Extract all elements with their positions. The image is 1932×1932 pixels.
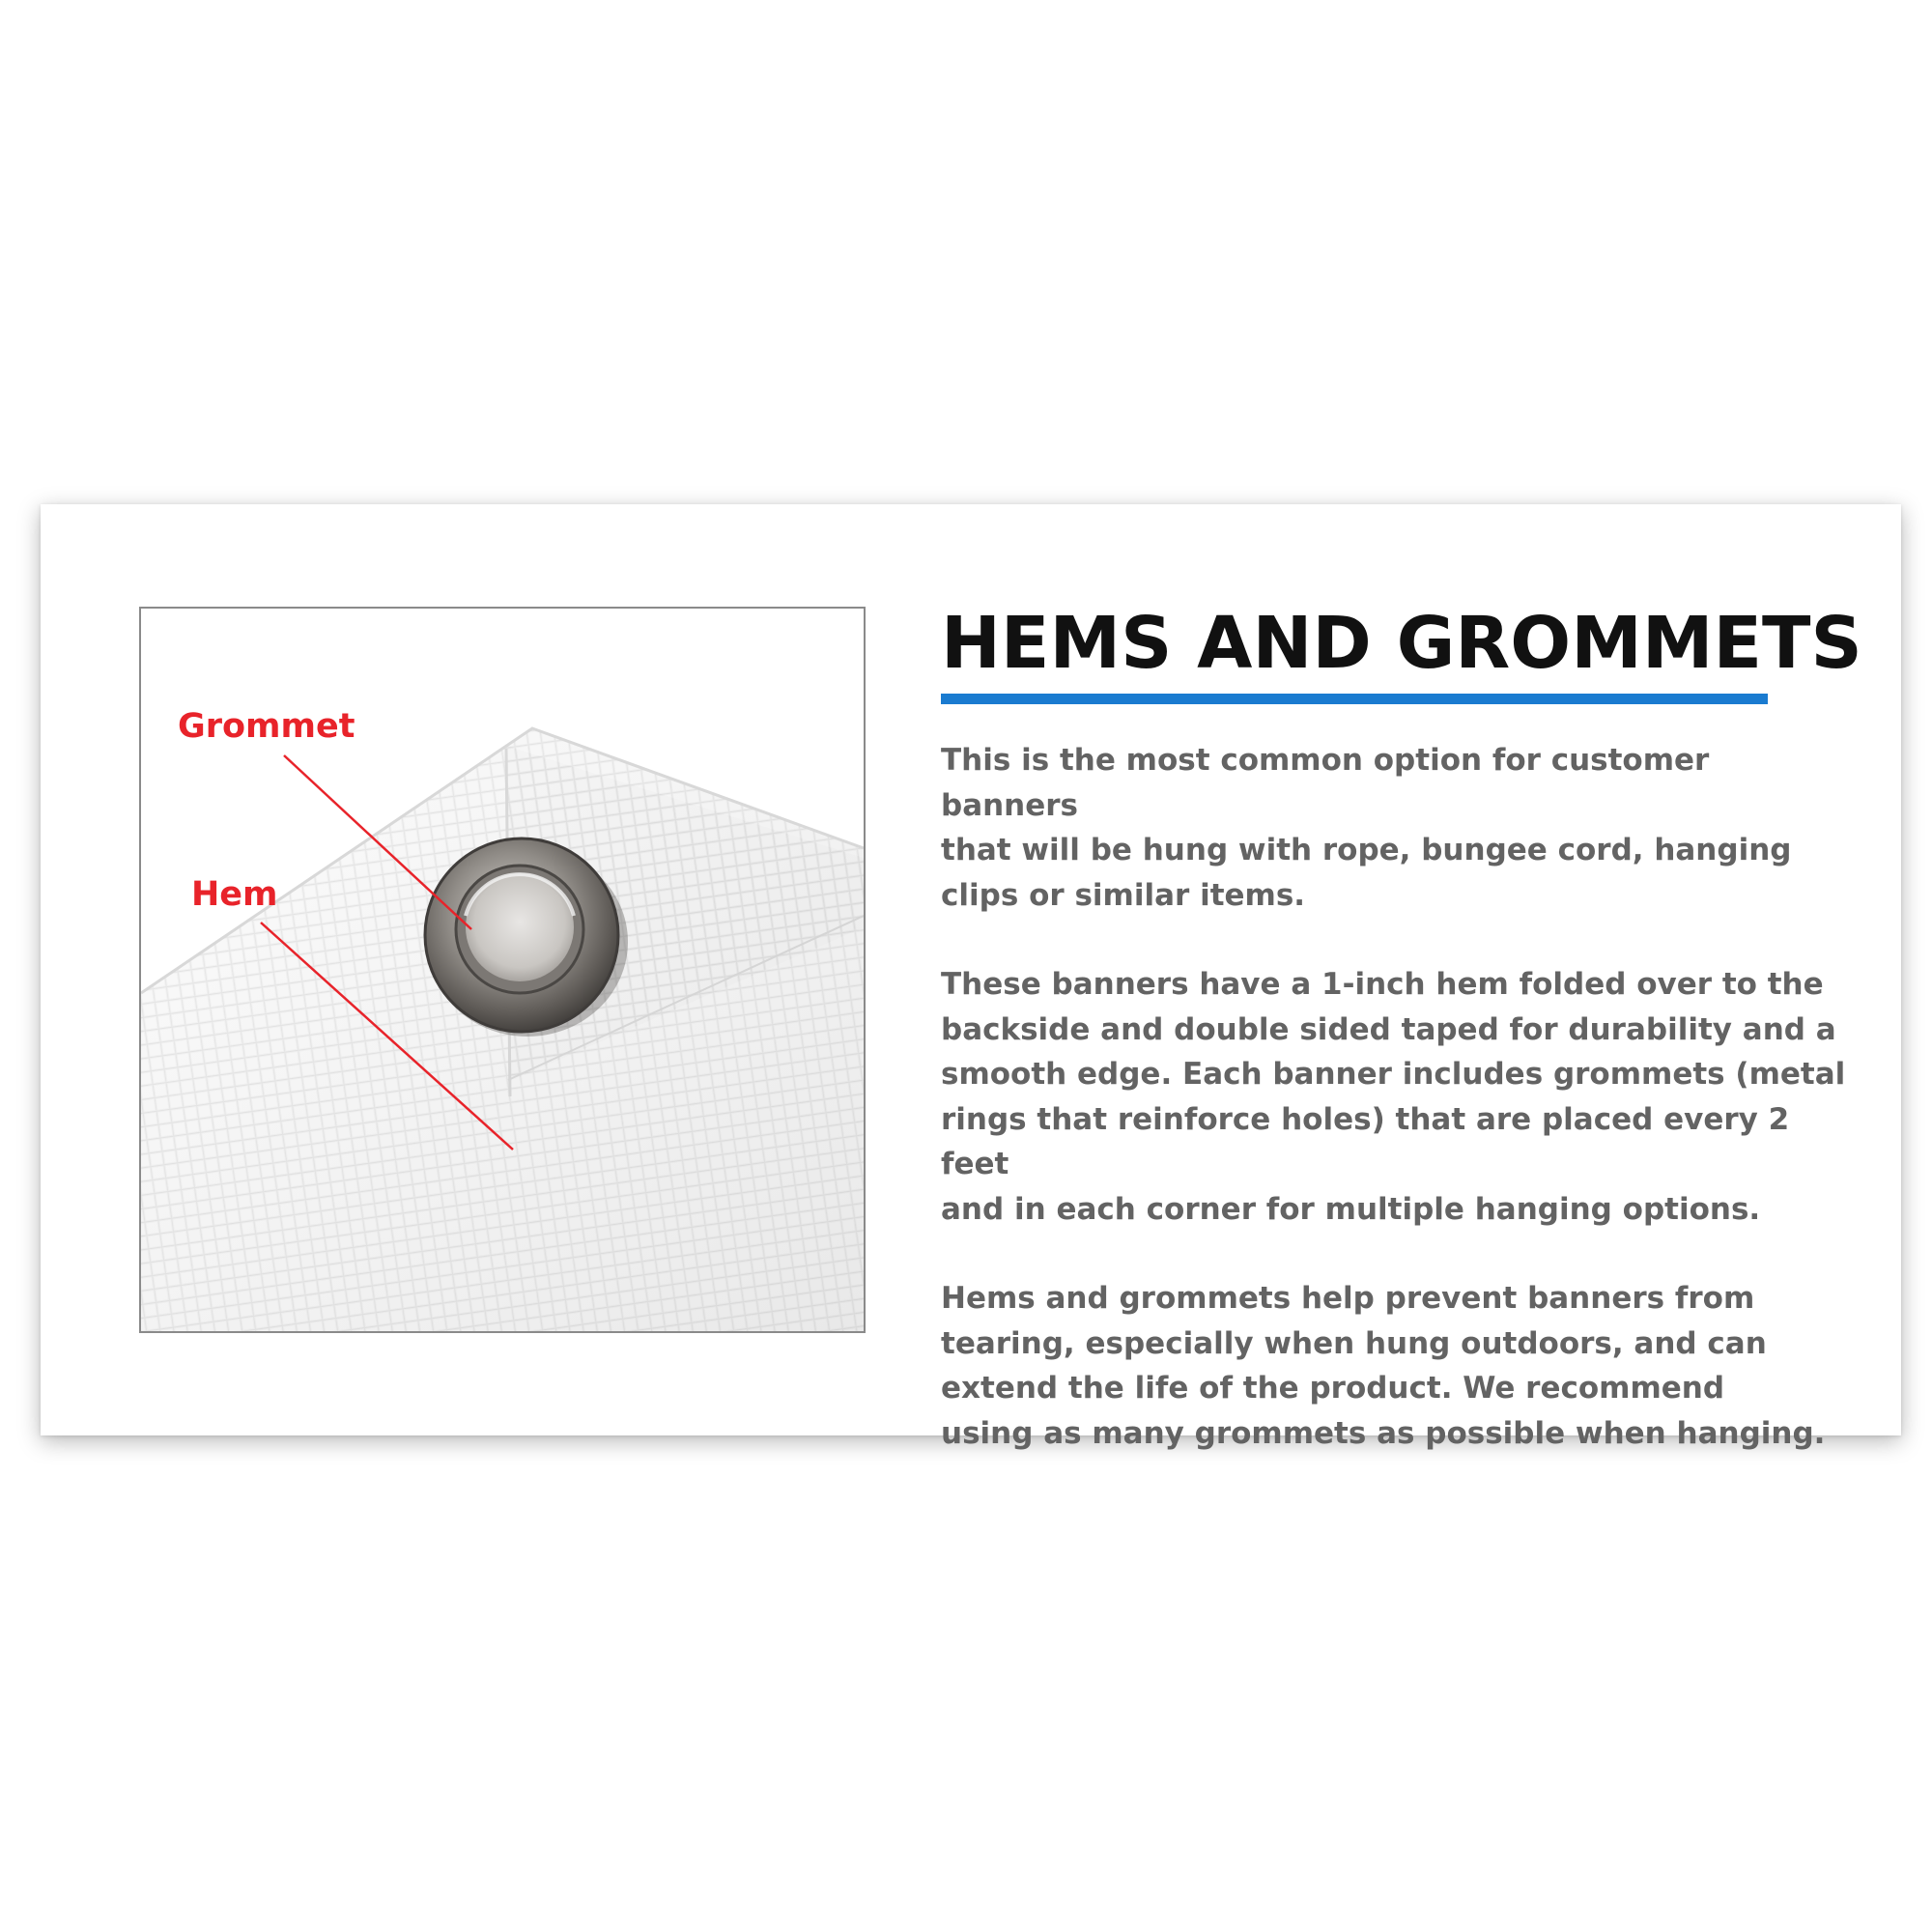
description <box>941 738 1849 1500</box>
page-title: HEMS AND GROMMETS <box>941 602 1862 685</box>
paragraph-benefits: Hems and grommets help prevent banners from tearing, especially when hung outdoors, and can extend the life of the product. We recommend using as many grommets as possible when hanging. <box>941 1281 1826 1451</box>
title-underline <box>941 694 1768 704</box>
grommet-photo <box>139 607 866 1333</box>
paragraph-details: These banners have a 1-inch hem folded over to the backside and double sided taped for durability and a smooth edge. Each banner includes grommets (metal rings that reinforce holes) that are placed every 2 feet and in each corner for multiple hanging options. <box>941 967 1846 1227</box>
paragraph-intro: This is the most common option for customer banners that will be hung with rope, bungee cord, hanging clips or similar items. <box>941 743 1792 913</box>
hem-label: Hem <box>191 875 278 914</box>
grommet-label: Grommet <box>178 707 355 746</box>
